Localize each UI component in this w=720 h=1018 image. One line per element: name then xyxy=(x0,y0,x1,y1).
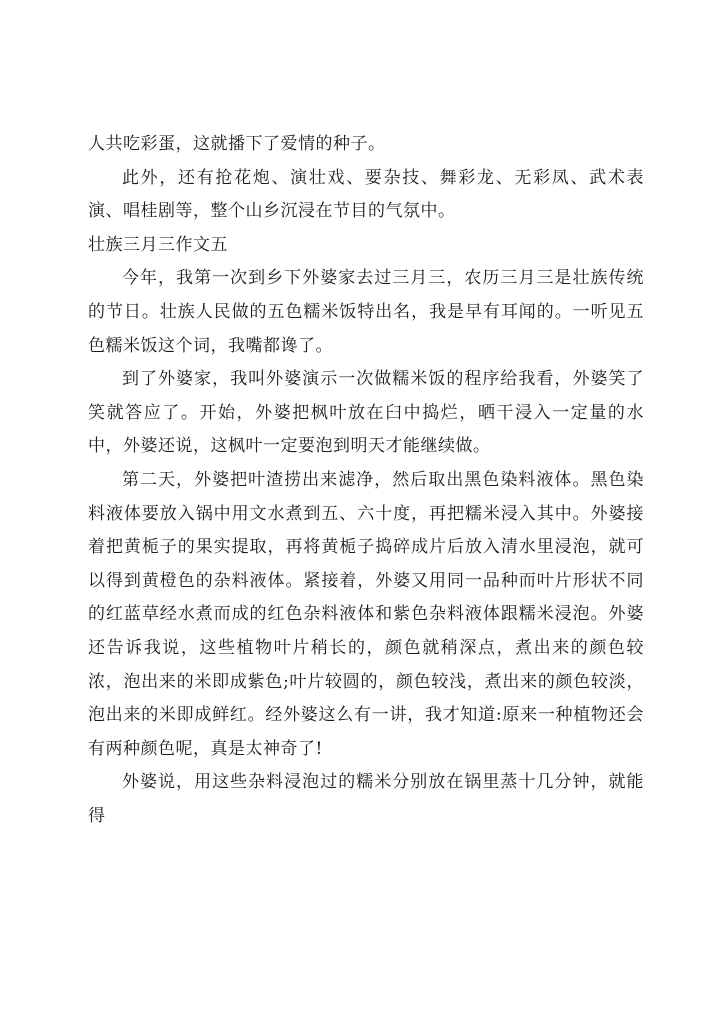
section-heading: 壮族三月三作文五 xyxy=(88,234,228,255)
paragraph-continuation: 人共吃彩蛋，这就播下了爱情的种子。 xyxy=(88,134,386,154)
paragraph: 第二天，外婆把叶渣捞出来滤净，然后取出黑色染料液体。黑色染料液体要放入锅中用文水煮到五、六十度，再把糯米浸入其中。外婆接着把黄栀子的果实提取，再将黄栀子捣碎成片后放入清水里浸泡，就可以得到黄橙色的杂料液体。紧接着，外婆又用同一品种而叶片形状不同的红蓝草经水煮而成的红色杂料液体和紫色杂料液体跟糯米浸泡。外婆还告诉我说，这些植物叶片稍长的，颜色就稍深点，煮出来的颜色较浓，泡出来的米即成紫色;叶片较圆的，颜色较浅，煮出来的颜色较淡，泡出来的米即成鲜红。经外婆这么有一讲，我才知道:原来一种植物还会有两种颜色呢，真是太神奇了! xyxy=(88,469,644,759)
paragraph: 此外，还有抢花炮、演壮戏、要杂技、舞彩龙、无彩凤、武术表演、唱桂剧等，整个山乡沉浸在节目的气氛中。 xyxy=(88,167,644,222)
document-body xyxy=(88,128,644,833)
paragraph: 到了外婆家，我叫外婆演示一次做糯米饭的程序给我看，外婆笑了笑就答应了。开始，外婆把枫叶放在臼中捣烂，晒干浸入一定量的水中，外婆还说，这枫叶一定要泡到明天才能继续做。 xyxy=(88,369,644,457)
paragraph: 今年，我第一次到乡下外婆家去过三月三，农历三月三是壮族传统的节日。壮族人民做的五色糯米饭特出名，我是早有耳闻的。一听见五色糯米饭这个词，我嘴都谗了。 xyxy=(88,268,644,356)
paragraph: 外婆说，用这些杂料浸泡过的糯米分别放在锅里蒸十几分钟，就能得 xyxy=(88,772,644,826)
